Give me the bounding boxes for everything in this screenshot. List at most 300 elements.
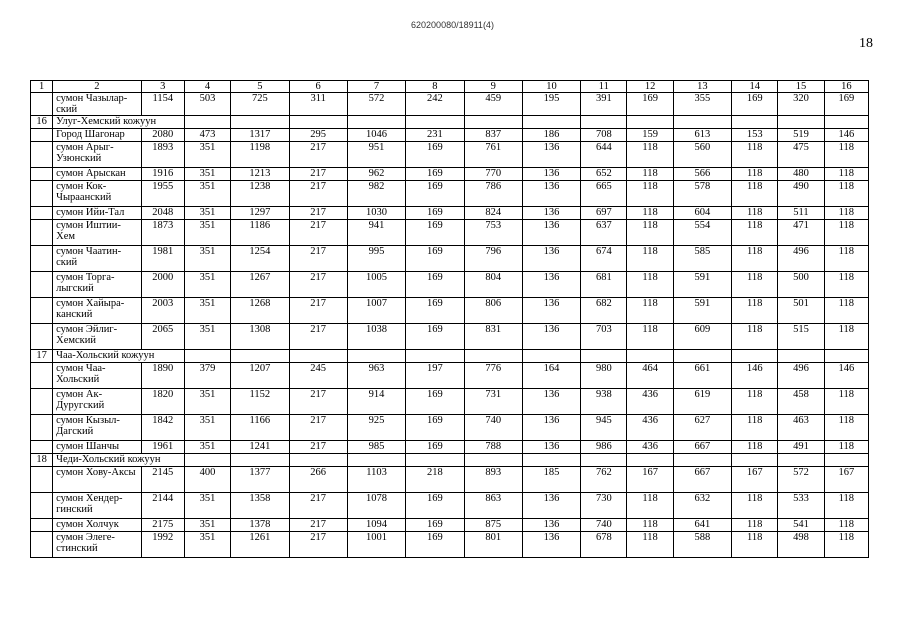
value-cell: 491	[778, 441, 824, 454]
value-cell: 169	[824, 93, 868, 116]
value-cell: 762	[581, 467, 627, 493]
column-header: 6	[289, 81, 347, 93]
value-cell: 770	[464, 168, 522, 181]
value-cell: 217	[289, 441, 347, 454]
value-cell: 164	[522, 363, 580, 389]
value-cell: 118	[732, 181, 778, 207]
value-cell: 1078	[347, 493, 405, 519]
empty-cell	[581, 116, 627, 129]
value-cell: 986	[581, 441, 627, 454]
column-header: 12	[627, 81, 673, 93]
value-cell: 1916	[141, 168, 184, 181]
value-cell: 731	[464, 389, 522, 415]
value-cell: 1308	[231, 324, 289, 350]
table-row	[31, 246, 869, 272]
table-row	[31, 441, 869, 454]
value-cell: 351	[184, 246, 230, 272]
value-cell: 169	[406, 519, 464, 532]
value-cell: 788	[464, 441, 522, 454]
value-cell: 118	[824, 415, 868, 441]
value-cell: 995	[347, 246, 405, 272]
value-cell: 804	[464, 272, 522, 298]
value-cell: 796	[464, 246, 522, 272]
empty-cell	[184, 454, 230, 467]
table-row	[31, 207, 869, 220]
value-cell: 1961	[141, 441, 184, 454]
value-cell: 1267	[231, 272, 289, 298]
value-cell: 1254	[231, 246, 289, 272]
value-cell: 863	[464, 493, 522, 519]
value-cell: 500	[778, 272, 824, 298]
empty-cell	[464, 350, 522, 363]
value-cell: 578	[673, 181, 731, 207]
value-cell: 169	[406, 272, 464, 298]
value-cell: 118	[824, 246, 868, 272]
settlement-name: сумон Элеге-стинский	[53, 532, 142, 558]
value-cell: 169	[406, 246, 464, 272]
value-cell: 118	[732, 168, 778, 181]
value-cell: 118	[824, 298, 868, 324]
value-cell: 519	[778, 129, 824, 142]
value-cell: 167	[824, 467, 868, 493]
value-cell: 1198	[231, 142, 289, 168]
table-row	[31, 467, 869, 493]
column-header: 16	[824, 81, 868, 93]
value-cell: 169	[406, 207, 464, 220]
value-cell: 682	[581, 298, 627, 324]
value-cell: 665	[581, 181, 627, 207]
value-cell: 1238	[231, 181, 289, 207]
value-cell: 893	[464, 467, 522, 493]
value-cell: 1152	[231, 389, 289, 415]
value-cell: 667	[673, 441, 731, 454]
value-cell: 146	[732, 363, 778, 389]
value-cell: 1378	[231, 519, 289, 532]
value-cell: 351	[184, 532, 230, 558]
value-cell: 831	[464, 324, 522, 350]
section-number: 18	[31, 454, 53, 467]
empty-cell	[824, 350, 868, 363]
value-cell: 436	[627, 415, 673, 441]
value-cell: 761	[464, 142, 522, 168]
value-cell: 459	[464, 93, 522, 116]
value-cell: 136	[522, 324, 580, 350]
value-cell: 980	[581, 363, 627, 389]
value-cell: 295	[289, 129, 347, 142]
value-cell: 311	[289, 93, 347, 116]
value-cell: 471	[778, 220, 824, 246]
value-cell: 475	[778, 142, 824, 168]
table-row	[31, 93, 869, 116]
value-cell: 982	[347, 181, 405, 207]
value-cell: 118	[824, 220, 868, 246]
empty-cell	[31, 415, 53, 441]
value-cell: 320	[778, 93, 824, 116]
value-cell: 118	[627, 168, 673, 181]
value-cell: 2175	[141, 519, 184, 532]
settlement-name: сумон Хову-Аксы	[53, 467, 142, 493]
value-cell: 217	[289, 181, 347, 207]
value-cell: 351	[184, 441, 230, 454]
value-cell: 169	[627, 93, 673, 116]
value-cell: 1981	[141, 246, 184, 272]
empty-cell	[406, 116, 464, 129]
value-cell: 591	[673, 272, 731, 298]
value-cell: 118	[627, 220, 673, 246]
value-cell: 136	[522, 181, 580, 207]
settlement-name: сумон Чаатин-ский	[53, 246, 142, 272]
value-cell: 217	[289, 298, 347, 324]
value-cell: 945	[581, 415, 627, 441]
value-cell: 118	[824, 389, 868, 415]
table-row	[31, 415, 869, 441]
value-cell: 572	[347, 93, 405, 116]
section-number: 16	[31, 116, 53, 129]
empty-cell	[289, 116, 347, 129]
value-cell: 1007	[347, 298, 405, 324]
value-cell: 118	[627, 324, 673, 350]
settlement-name: сумон Чазылар-ский	[53, 93, 142, 116]
value-cell: 136	[522, 532, 580, 558]
settlement-name: сумон Кызыл-Дагский	[53, 415, 142, 441]
value-cell: 118	[824, 519, 868, 532]
value-cell: 2080	[141, 129, 184, 142]
settlement-name: сумон Торга-лыгский	[53, 272, 142, 298]
value-cell: 501	[778, 298, 824, 324]
empty-cell	[184, 350, 230, 363]
empty-cell	[778, 116, 824, 129]
empty-cell	[732, 350, 778, 363]
settlement-name: сумон Шанчы	[53, 441, 142, 454]
data-table	[30, 80, 869, 558]
empty-cell	[31, 532, 53, 558]
empty-cell	[31, 324, 53, 350]
document-id: 620200080/18911(4)	[411, 20, 494, 30]
empty-cell	[406, 350, 464, 363]
value-cell: 591	[673, 298, 731, 324]
empty-cell	[31, 142, 53, 168]
value-cell: 351	[184, 181, 230, 207]
value-cell: 118	[732, 493, 778, 519]
value-cell: 708	[581, 129, 627, 142]
value-cell: 786	[464, 181, 522, 207]
value-cell: 1001	[347, 532, 405, 558]
value-cell: 351	[184, 298, 230, 324]
value-cell: 118	[824, 272, 868, 298]
value-cell: 566	[673, 168, 731, 181]
empty-cell	[31, 272, 53, 298]
value-cell: 197	[406, 363, 464, 389]
empty-cell	[732, 116, 778, 129]
empty-cell	[31, 493, 53, 519]
section-title: Улуг-Хемский кожуун	[53, 116, 185, 129]
settlement-name: сумон Кок-Чыраанский	[53, 181, 142, 207]
value-cell: 153	[732, 129, 778, 142]
value-cell: 118	[732, 324, 778, 350]
value-cell: 118	[627, 207, 673, 220]
value-cell: 632	[673, 493, 731, 519]
value-cell: 2000	[141, 272, 184, 298]
value-cell: 725	[231, 93, 289, 116]
empty-cell	[581, 454, 627, 467]
empty-cell	[347, 116, 405, 129]
value-cell: 169	[406, 220, 464, 246]
settlement-name: сумон Чаа-Хольский	[53, 363, 142, 389]
settlement-name: сумон Эйлиг-Хемский	[53, 324, 142, 350]
value-cell: 231	[406, 129, 464, 142]
value-cell: 1207	[231, 363, 289, 389]
column-header: 3	[141, 81, 184, 93]
value-cell: 1154	[141, 93, 184, 116]
value-cell: 641	[673, 519, 731, 532]
value-cell: 463	[778, 415, 824, 441]
table-row	[31, 181, 869, 207]
empty-cell	[289, 350, 347, 363]
column-header: 5	[231, 81, 289, 93]
column-header: 8	[406, 81, 464, 93]
value-cell: 2003	[141, 298, 184, 324]
value-cell: 1955	[141, 181, 184, 207]
value-cell: 697	[581, 207, 627, 220]
empty-cell	[31, 389, 53, 415]
value-cell: 217	[289, 220, 347, 246]
empty-cell	[31, 246, 53, 272]
empty-cell	[581, 350, 627, 363]
empty-cell	[231, 350, 289, 363]
value-cell: 217	[289, 272, 347, 298]
value-cell: 473	[184, 129, 230, 142]
value-cell: 351	[184, 389, 230, 415]
value-cell: 185	[522, 467, 580, 493]
section-title: Чеди-Хольский кожуун	[53, 454, 185, 467]
settlement-name: сумон Арыскан	[53, 168, 142, 181]
table-row	[31, 532, 869, 558]
table-row	[31, 493, 869, 519]
value-cell: 391	[581, 93, 627, 116]
settlement-name: сумон Холчук	[53, 519, 142, 532]
empty-cell	[522, 350, 580, 363]
value-cell: 661	[673, 363, 731, 389]
value-cell: 136	[522, 519, 580, 532]
empty-cell	[31, 220, 53, 246]
value-cell: 963	[347, 363, 405, 389]
value-cell: 136	[522, 441, 580, 454]
value-cell: 351	[184, 493, 230, 519]
value-cell: 159	[627, 129, 673, 142]
value-cell: 118	[824, 181, 868, 207]
empty-cell	[31, 363, 53, 389]
column-header: 13	[673, 81, 731, 93]
empty-cell	[732, 454, 778, 467]
value-cell: 619	[673, 389, 731, 415]
table-row	[31, 142, 869, 168]
value-cell: 1166	[231, 415, 289, 441]
value-cell: 146	[824, 129, 868, 142]
value-cell: 1358	[231, 493, 289, 519]
value-cell: 351	[184, 272, 230, 298]
value-cell: 218	[406, 467, 464, 493]
value-cell: 644	[581, 142, 627, 168]
value-cell: 806	[464, 298, 522, 324]
value-cell: 351	[184, 207, 230, 220]
empty-cell	[31, 129, 53, 142]
empty-cell	[31, 519, 53, 532]
column-header: 7	[347, 81, 405, 93]
value-cell: 217	[289, 519, 347, 532]
value-cell: 136	[522, 389, 580, 415]
value-cell: 740	[581, 519, 627, 532]
table-row	[31, 298, 869, 324]
value-cell: 195	[522, 93, 580, 116]
empty-cell	[627, 350, 673, 363]
value-cell: 1893	[141, 142, 184, 168]
value-cell: 167	[627, 467, 673, 493]
value-cell: 1005	[347, 272, 405, 298]
value-cell: 496	[778, 363, 824, 389]
empty-cell	[31, 467, 53, 493]
table-body	[31, 81, 869, 558]
value-cell: 572	[778, 467, 824, 493]
value-cell: 118	[627, 142, 673, 168]
value-cell: 753	[464, 220, 522, 246]
value-cell: 118	[627, 272, 673, 298]
section-number: 17	[31, 350, 53, 363]
section-title: Чаа-Хольский кожуун	[53, 350, 185, 363]
value-cell: 169	[406, 415, 464, 441]
settlement-name: сумон Ийи-Тал	[53, 207, 142, 220]
value-cell: 118	[732, 207, 778, 220]
value-cell: 951	[347, 142, 405, 168]
value-cell: 169	[406, 324, 464, 350]
empty-cell	[31, 181, 53, 207]
value-cell: 560	[673, 142, 731, 168]
value-cell: 824	[464, 207, 522, 220]
value-cell: 667	[673, 467, 731, 493]
value-cell: 169	[406, 493, 464, 519]
value-cell: 503	[184, 93, 230, 116]
value-cell: 118	[732, 220, 778, 246]
value-cell: 875	[464, 519, 522, 532]
value-cell: 1873	[141, 220, 184, 246]
empty-cell	[289, 454, 347, 467]
value-cell: 776	[464, 363, 522, 389]
value-cell: 186	[522, 129, 580, 142]
value-cell: 217	[289, 207, 347, 220]
value-cell: 118	[732, 298, 778, 324]
value-cell: 681	[581, 272, 627, 298]
value-cell: 533	[778, 493, 824, 519]
empty-cell	[31, 168, 53, 181]
value-cell: 136	[522, 168, 580, 181]
value-cell: 379	[184, 363, 230, 389]
column-header: 14	[732, 81, 778, 93]
value-cell: 136	[522, 246, 580, 272]
empty-cell	[31, 207, 53, 220]
empty-cell	[824, 454, 868, 467]
value-cell: 118	[824, 207, 868, 220]
table-row	[31, 324, 869, 350]
value-cell: 351	[184, 415, 230, 441]
value-cell: 136	[522, 207, 580, 220]
value-cell: 146	[824, 363, 868, 389]
value-cell: 458	[778, 389, 824, 415]
value-cell: 1377	[231, 467, 289, 493]
value-cell: 541	[778, 519, 824, 532]
empty-cell	[464, 116, 522, 129]
value-cell: 464	[627, 363, 673, 389]
value-cell: 585	[673, 246, 731, 272]
value-cell: 740	[464, 415, 522, 441]
value-cell: 217	[289, 324, 347, 350]
value-cell: 609	[673, 324, 731, 350]
value-cell: 118	[732, 532, 778, 558]
empty-cell	[31, 93, 53, 116]
empty-cell	[778, 350, 824, 363]
value-cell: 136	[522, 272, 580, 298]
empty-cell	[464, 454, 522, 467]
value-cell: 496	[778, 246, 824, 272]
value-cell: 136	[522, 415, 580, 441]
value-cell: 118	[732, 246, 778, 272]
table-row	[31, 519, 869, 532]
value-cell: 351	[184, 142, 230, 168]
value-cell: 588	[673, 532, 731, 558]
value-cell: 2144	[141, 493, 184, 519]
value-cell: 1030	[347, 207, 405, 220]
value-cell: 678	[581, 532, 627, 558]
value-cell: 118	[732, 142, 778, 168]
value-cell: 217	[289, 415, 347, 441]
settlement-name: сумон Иштии-Хем	[53, 220, 142, 246]
value-cell: 674	[581, 246, 627, 272]
header-row	[31, 81, 869, 93]
table-row	[31, 363, 869, 389]
empty-cell	[824, 116, 868, 129]
value-cell: 118	[627, 519, 673, 532]
value-cell: 2145	[141, 467, 184, 493]
value-cell: 730	[581, 493, 627, 519]
empty-cell	[673, 350, 731, 363]
section-row	[31, 454, 869, 467]
section-row	[31, 116, 869, 129]
value-cell: 118	[824, 324, 868, 350]
value-cell: 351	[184, 519, 230, 532]
section-row	[31, 350, 869, 363]
empty-cell	[627, 454, 673, 467]
value-cell: 400	[184, 467, 230, 493]
value-cell: 1268	[231, 298, 289, 324]
empty-cell	[673, 454, 731, 467]
value-cell: 118	[824, 142, 868, 168]
value-cell: 1842	[141, 415, 184, 441]
page-number: 18	[859, 36, 873, 51]
value-cell: 627	[673, 415, 731, 441]
value-cell: 1890	[141, 363, 184, 389]
value-cell: 351	[184, 324, 230, 350]
value-cell: 266	[289, 467, 347, 493]
empty-cell	[31, 441, 53, 454]
column-header: 11	[581, 81, 627, 93]
value-cell: 242	[406, 93, 464, 116]
value-cell: 498	[778, 532, 824, 558]
value-cell: 169	[406, 532, 464, 558]
empty-cell	[522, 116, 580, 129]
empty-cell	[231, 454, 289, 467]
value-cell: 1213	[231, 168, 289, 181]
value-cell: 1820	[141, 389, 184, 415]
empty-cell	[31, 298, 53, 324]
value-cell: 118	[627, 532, 673, 558]
